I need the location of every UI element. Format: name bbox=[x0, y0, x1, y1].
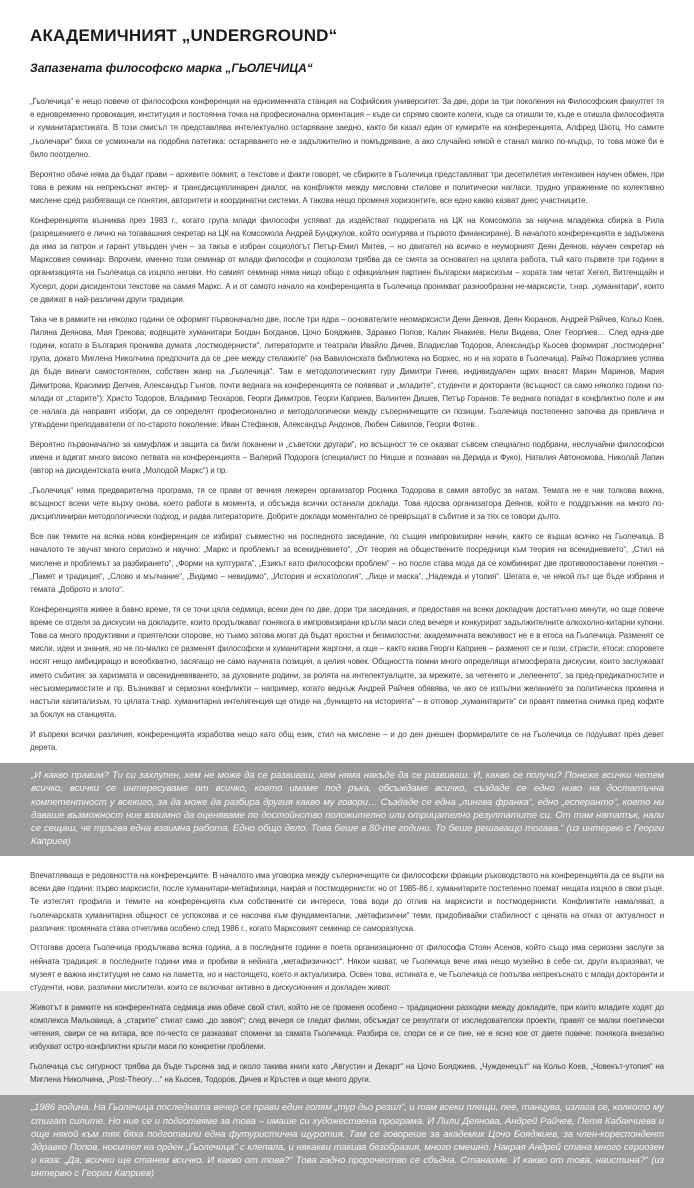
paragraph: Впечатляваща е редовността на конференциите. В началото има уговорка между съперничещите си философски фракции ръководството на конференцията да се върти на всеки две години: първо марксисти, после хуманитари-метафизици, накрая и постмодернисти: но от 1985-86 г. хуманитарите постепенно поемат нещата изцяло в свои ръце. Те изтеглят профила и темите на конференцията към собствените си интереси, това води до отлив на марксисти и постмодернисти. Конфликтите намаляват, а гьолечарската хуманитарна общност се успокоява и се насочва към фундаментални, „метафизични“ теми, придобивайки стабилност с цената на отказ от актуалност и различия: промяната става отчетлива особено след 1986 г., когато Марксовият семинар се саморазпуска. bbox=[30, 870, 664, 933]
paragraph: Така че в рамките на няколко години се оформят първоначално две, после три ядра – основателите неомарксисти Деян Деянов, Деян Кюранов, Андрей Райчев, Кольо Коев, Лиляна Деянова, Мая Грекова; водещите хуманитари Богдан Богданов, Цочо Бояджиев, Здравко Попов, Калин Янакиев, Нели Видева, Олег Георгиев… След една-две години, когато в България прониква думата „постмодернисти“, литераторите и театрали Ивайло Дичев, Владислав Тодоров, Александър Кьосев формират „постмодерна“ група, докато Миглена Николчина предпочита да се „рее между стелажите“ (на Вавилонската библиотека на Борхес, но и на хората в Гьолечица). Райчо Пожарлиев успява да бъде винаги самостоятелен, собствен жанр на „Гьолечица“. Там е методологическият гуру Димитри Гинев, индивидуален щрих внасят Марин Маринов, Мария Димитрова, Красимир Делчев, Александър Гънгов, почти веднага на конференцията се появяват и „младите“, студенти и докторанти (всъщност са само няколко години по-млади от „старите“): Христо Тодоров, Владимир Теохаров, Георги Димитров, Георги Каприев, Валинтен Дишев, Петър Горанов. Те веднага попадат в конфликтно поле и им се налага да направят избори, да се определят професионално и методологически между съперничещите си позиции. Гьолечица постепенно започва да привлича и утвърдени преподаватели от по-старото поколение: Иван Стефанов, Александър Андонов, Любен Сивилов, Георги Фотев. bbox=[30, 314, 664, 430]
paragraph: Все пак темите на всяка нова конференция се избират съвместно на последното заседание, по същия импровизиран начин, както се върши всичко на Гьолечица. В началото те звучат много сериозно и научно: „Маркс и проблемът за всекидневието“, „От теория на обществените посредници към теория на всекидневието“, „Стил на мислене и проблемът за разбирането“, „Форми на културата“, „Езикът като философски проблем“ – но после става мода да се комбинират две противопоставени понятия – „Памет и традиция“, „Слово и мълчание“, „Видимо – невидимо“, „История и есхатология“, „Лице и маска“, „Надежда и утопия“. Шегата е, че някой път ще бъде избрана и темата „Доброто и злото“. bbox=[30, 532, 664, 594]
page-subtitle: Запазената философско марка „ГЬОЛЕЧИЦА“ bbox=[30, 61, 313, 75]
paragraph: Животът в рамките на конферентната седмица има обаче свой стил, който не се променя особено – традиционни разходки между докладите, при които младите ходят до комплекса Мальовица, а „старите“ стигат само „до завоя“; след вечеря се гледат филми, обсъждат се резултати от изследователски проекти, правят се малки поетически четения, свири се на китара, все по-често се разказват спомени за самата Гьолечица. Разбира се, спори се и се пие, не е ясно кое от двете повече: понякога внезапно избухват остро-конфликтни кръгли маси по конкретни проблеми. bbox=[30, 1002, 664, 1052]
paragraph: „Гьолечица“ няма предварителна програма, тя се прави от вечния лежерен организатор Росинка Тодорова в самия автобус за натам. Темата не е чак толкова важна, всъщност всеки чете върху онова, което работи в момента, и обсъжда всички останали доклади. Това ядосва организатора Деянов, който е поддръжник на много по-дисциплиниран методологически подход, и радва литераторите. Добрите доклади моментално се превръщат в събитие и за тях се говори дълго. bbox=[30, 485, 664, 522]
page-title: АКАДЕМИЧНИЯТ „UNDERGROUND“ bbox=[30, 26, 338, 45]
quote-attribution: (из интервю с Георги Каприев) bbox=[31, 822, 664, 847]
article-section-2 bbox=[0, 869, 694, 1087]
paragraph: Конференцията възниква през 1983 г., когато група млади философи успяват да издействат подкрепата на ЦК на Комсомола за научна младежка сбирка в Рила (разрешението е лично на тогавашния секретар на ЦК на Комсомола Андрей Бунджулов, който осигурява и първото финансиране). В началото конференцията е задължена да има за патрон и гарант утвърден учен – за такъв е избран социологът Петър-Емил Митев, – но двигател на всичко е неуморният Деян Деянов, научен секретар на Марксовия семинар. Впрочем, именно този семинар от млади философи и социолози трябва да се смята за основател на цялата работа, тъй като първите три години в организацията на Гьолечица са изцяло негови. Но самият семинар няма нищо общо с официалния партиен български марксизъм – хората там четат Хегел, Витгенщайн и Хусерл, дори дисидентски текстове на самия Маркс. А и от самото начало на конференцията в Гьолечица проникват разнообразни не-марксисти, т.нар. „хуманитари“, които се движат в най-различни други традиции. bbox=[30, 215, 664, 304]
quote-paragraph bbox=[31, 1101, 664, 1180]
paragraph: „Гьолечица“ е нещо повече от философска конференция на едноименната станция на Софийския университет. За две, дори за три поколения на Философския факултет тя е едновременно провокация, институция и постоянна точка на професионална ориентация – къде си спрямо своите колеги, къде са отишли те, къде е отишла философията и хуманитаристиката. В този смисъл тя представлява интелектуално остаряване заедно, както би казал един от кумирите на конференцията, Алфред Шютц. Но самите „гьолечари“ биха се усмихнали на подобна патетика: остаряването не е задължително и помъдряване, а ако случайно някой е станал малко по-мъдър, то това може би е било поотделно. bbox=[30, 97, 664, 159]
paragraph: Оттогава досега Гьолечица продължава всяка година, а в последните години е поета организационно от философа Стоян Асенов, който също има сериозни заслуги за нейната традиция: в последните години има и пробиви в нейната „метафизичност“. Някои казват, че Гьолечица вече има нещо музейно в себе си, други възразяват, че музеят е важна институция не само на паметта, но и настоящето, което я актуализира. Освен това, истината е, че Гьолечица се попълва непрекъснато с млади докторанти и студенти, нови, различни мислители, които се включват активно в дискусионния и докладен живот. bbox=[30, 943, 664, 993]
paragraph: И въпреки всички различия, конференцията изработва нещо като общ език, стил на мислене – и до ден днешен формиралите се на Гьолечица се подушват през девет дерета. bbox=[30, 729, 664, 753]
pull-quote-1 bbox=[0, 763, 694, 856]
paragraph: Конференцията живее в бавно време, тя се точи цяла седмица, всеки ден по две, дори три заседания, и предоставя на всеки докладчик достатъчно минути, но още повече време се отделя за дискусии на докладите, които продължават понякога в импровизирани кръгли маси след вечеря и конкурират задължителните алкохолно-китарни купони. Това са много продуктивни и приятелски спорове, но тъкмо затова могат да бъдат яростни и безмилостни: академичната вежливост не е в етоса на Гьолечица. Разменят се мисли, идеи и знания, но не по-малко се разменят философски и хуманитарни жаргони, а още – както казва Георги Каприев – разменят се и пози, страсти, етоси: споровете носят нещо амбициращо и всеобхватно, засягащо не само научната позиция, а целия човек. Общността помни много определящи атмосферата дискусии, които заслужават името събития: за харизмата и овсекидневяването, за духовните родини, за ролята на интелектуалците, за мрежите, за четенето и „лелеенето“, за пред-предикатностите и несъизмеримостите и пр. Възникват и сериозни конфликти – например, когато веднъж Андрей Райчев обявява, че ако се изпълни желанието за политическа промяна и настъпи капитализъм, то цялата т.нар. хуманитарна интелигенция ще отиде на „бунището на историята“ – в отговор „хуманитарите“ си правят паметна снимка пред кофите за боклук на станцията. bbox=[30, 604, 664, 720]
paragraph: Вероятно обаче няма да бъдат прави – архивите помнят, а текстове и факти говорят, че сбирките в Гьолечица представляват три десетилетия интензивен научен обмен, при това в режим на непрекъснат интер- и трансдисциплинарен диалог, на конфликти между мисловни стилове и политически нагласи, трудно упражнение по колективно мислене сред разбягващи се понятия, авторитети и координатни системи. А такова нещо променя хоризонтите, все едно какво казват днес участниците. bbox=[30, 169, 664, 205]
paragraph: Вероятно първоначално за камуфлаж и защита са били поканени и „съветски другари“, но всъщност те се оказват съвсем специално подбрани, неслучайни философски имена и вдигат много високо летвата на конференцията – Валерий Подорога (специалист по Ницше и познавач на Дерида и Фуко), Наталия Автономова, Николай Лапин (автор на дисидентската книга „Молодой Маркс“) и пр. bbox=[30, 439, 664, 476]
quote-paragraph bbox=[31, 769, 664, 848]
quote-attribution: (из интервю с Георги Каприев) bbox=[31, 1154, 664, 1179]
paragraph: Гьолечица със сигурност трябва да бъде търсена зад и около такива книги като „Августин и Декарт“ на Цочо Бояджиев, „Чужденецът“ на Кольо Коев, „Човекът-утопия“ на Миглена Николчина, „Post-Theory…“ на Кьосев, Тодоров, Дичев и Кръстев и още много други. bbox=[30, 1062, 664, 1085]
article-section-1 bbox=[0, 95, 694, 754]
pull-quote-2 bbox=[0, 1095, 694, 1188]
quote-text: „1986 година. На Гьолечица последната вечер се прави един голям „тур дьо резил“, и там всеки плещи, пее, танцува, излага се, колкото му стигат силите. Но ние се и подготвяме за това – имаше си художествена програма. И Лили Деянова, Андрей Райчев, Петя Кабакчиева и още някой към тях бяха подготвили една футуристична щуротия. Там се говореше за академик Цочо Бояджиев, за член-кореспондент Здравко Попов, носител на орден „Гьолечица“ с клепала, и някакви такива безобразия, много смешно. Накрая Андрей стана много сериозен и каза: „Да, всички ще станем всичко. И какво от това?“ Това гадно пророчество се сбъдна. Станахме. И какво от това, наистина?“ bbox=[31, 1102, 664, 1166]
quote-text: „И какво правим? Ти си захлупен, хем не може да се развиваш, хем няма накъде да се развиваш. И, какво се получи? Понеже всички четем всичко, всички се интересуваме от всичко, което имаме под ръка, обсъждаме всичко, създаде се едно ниво на достатъчна компетентност у всекиго, за да може да разбира другия какво му говори… Създаде се една „лингва франка“, едно „есперанто“, което ни даваше възможност ние взаимно да оценяваме по достойнство положително или отрицателно резултатите си. От там нататък, нали се сещаш, че тръгва една взаимна работа. Едно общо дело. Това беше в 80-те години. То беше решаващо тогава.“ bbox=[31, 770, 664, 834]
